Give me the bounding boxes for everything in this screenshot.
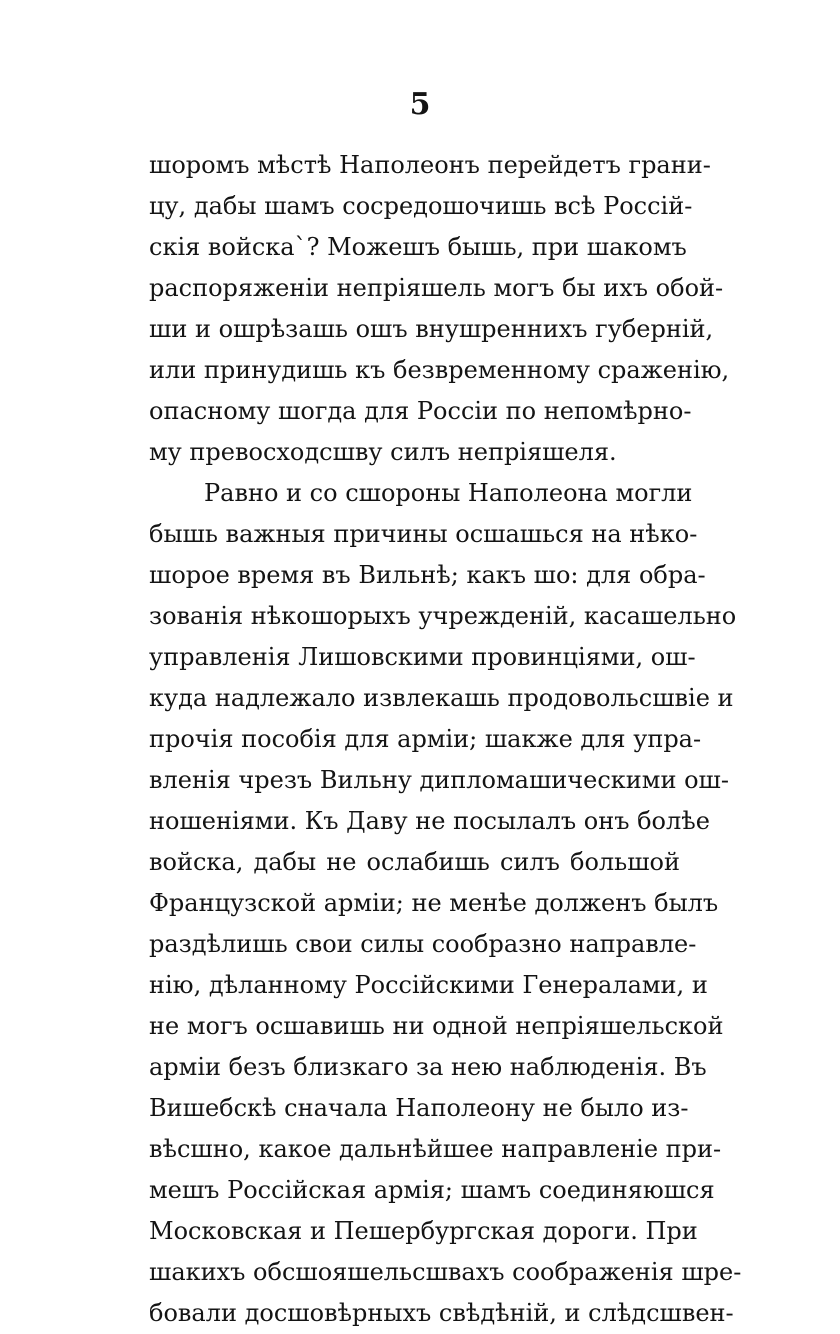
text-line: бовали досшовѣрныхъ свѣдѣній, и слѣдсшвен- [149, 1299, 734, 1327]
text-line: Равно и со сшороны Наполеона могли [204, 479, 693, 507]
text-line: скія войска`? Можешъ бышь, при шакомъ [149, 233, 687, 261]
body-text [149, 145, 742, 1334]
text-line: вѣсшно, какое дальнѣйшее направленіе при- [149, 1135, 722, 1163]
text-line: войска, дабы не ослабишь силъ большой [149, 848, 680, 876]
text-line: цу, дабы шамъ сосредошочишь всѣ Россій- [149, 192, 693, 220]
text-line: вленія чрезъ Вильну дипломашическими ош- [149, 766, 729, 794]
text-line: зованія нѣкошорыхъ учрежденій, касашельно [149, 602, 737, 630]
text-line: раздѣлишь свои силы сообразно направле- [149, 930, 697, 958]
text-line: ши и ошрѣзашь ошъ внушреннихъ губерній, [149, 315, 714, 343]
text-line: куда надлежало извлекашь продовольсшвіе и [149, 684, 734, 712]
text-line: или принудишь къ безвременному сраженію, [149, 356, 730, 384]
text-line: бышь важныя причины осшашься на нѣко- [149, 520, 698, 548]
text-line: Московская и Пешербургская дороги. При [149, 1217, 698, 1245]
text-line: не могъ осшавишь ни одной непріяшельской [149, 1012, 724, 1040]
page-number: 5 [409, 87, 431, 122]
text-line: шорое время въ Вильнѣ; какъ шо: для обра- [149, 561, 706, 589]
text-line: Вишебскѣ сначала Наполеону не было из- [149, 1094, 689, 1122]
text-line: распоряженіи непріяшель могъ бы ихъ обой- [149, 274, 724, 302]
paragraph [149, 145, 730, 473]
text-line: ношеніями. Къ Даву не посылалъ онъ болѣе [149, 807, 710, 835]
text-line: мешъ Россійская армія; шамъ соединяюшся [149, 1176, 715, 1204]
text-line: управленія Лишовскими провинціями, ош- [149, 643, 696, 671]
text-line: му превосходсшву силъ непріяшеля. [149, 438, 617, 466]
text-line: нію, дѣланному Россійскими Генералами, и [149, 971, 708, 999]
text-line: Французской арміи; не менѣе долженъ былъ [149, 889, 719, 917]
text-line: прочія пособія для арміи; шакже для упра- [149, 725, 702, 753]
text-line: шакихъ обсшояшельсшвахъ соображенія шре- [149, 1258, 742, 1286]
text-line: арміи безъ близкаго за нею наблюденія. Въ [149, 1053, 707, 1081]
paragraph [149, 473, 742, 1334]
text-line: опасному шогда для Россіи по непомѣрно- [149, 397, 692, 425]
text-line: шоромъ мѣстѣ Наполеонъ перейдетъ грани- [149, 151, 711, 179]
